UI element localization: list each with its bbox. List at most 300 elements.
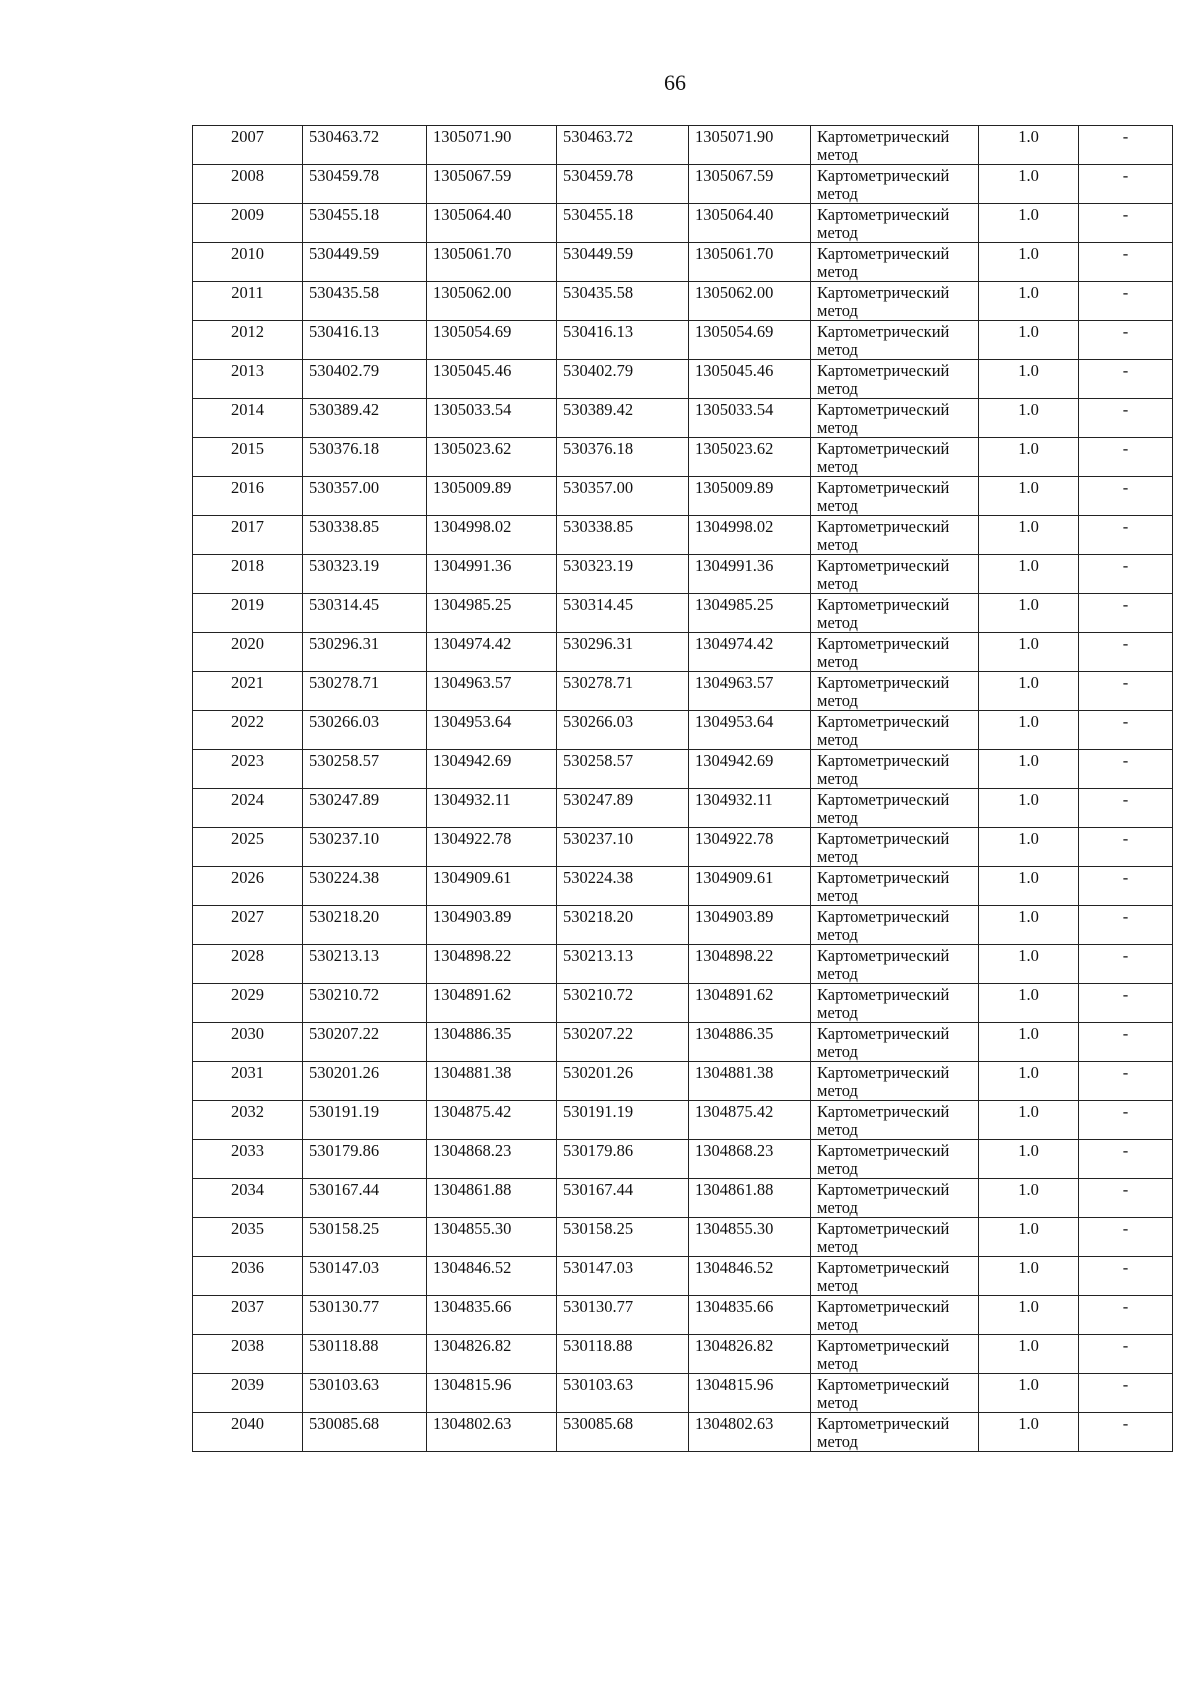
point-number-cell: 2028 xyxy=(193,945,303,984)
refined-x-cell: 530296.31 xyxy=(557,633,689,672)
table-row xyxy=(193,555,1173,594)
existing-x-cell: 530314.45 xyxy=(303,594,427,633)
point-number-cell: 2021 xyxy=(193,672,303,711)
existing-x-cell: 530389.42 xyxy=(303,399,427,438)
existing-y-cell: 1304855.30 xyxy=(427,1218,557,1257)
point-number-cell: 2014 xyxy=(193,399,303,438)
table-row xyxy=(193,1296,1173,1335)
existing-x-cell: 530179.86 xyxy=(303,1140,427,1179)
accuracy-cell: 1.0 xyxy=(979,984,1079,1023)
table-row xyxy=(193,282,1173,321)
description-cell: - xyxy=(1079,711,1173,750)
accuracy-cell: 1.0 xyxy=(979,945,1079,984)
existing-x-cell: 530258.57 xyxy=(303,750,427,789)
existing-y-cell: 1305023.62 xyxy=(427,438,557,477)
table-row xyxy=(193,1140,1173,1179)
method-cell: Картометрический метод xyxy=(811,1218,979,1257)
existing-x-cell: 530191.19 xyxy=(303,1101,427,1140)
table-row xyxy=(193,1374,1173,1413)
accuracy-cell: 1.0 xyxy=(979,711,1079,750)
table-row xyxy=(193,1257,1173,1296)
refined-x-cell: 530449.59 xyxy=(557,243,689,282)
method-cell: Картометрический метод xyxy=(811,1062,979,1101)
existing-y-cell: 1304881.38 xyxy=(427,1062,557,1101)
method-cell: Картометрический метод xyxy=(811,1296,979,1335)
description-cell: - xyxy=(1079,438,1173,477)
refined-y-cell: 1304903.89 xyxy=(689,906,811,945)
refined-x-cell: 530201.26 xyxy=(557,1062,689,1101)
refined-y-cell: 1304868.23 xyxy=(689,1140,811,1179)
existing-y-cell: 1304942.69 xyxy=(427,750,557,789)
existing-x-cell: 530167.44 xyxy=(303,1179,427,1218)
method-cell: Картометрический метод xyxy=(811,1413,979,1452)
refined-y-cell: 1305071.90 xyxy=(689,126,811,165)
description-cell: - xyxy=(1079,243,1173,282)
refined-y-cell: 1304855.30 xyxy=(689,1218,811,1257)
accuracy-cell: 1.0 xyxy=(979,1179,1079,1218)
accuracy-cell: 1.0 xyxy=(979,1374,1079,1413)
refined-y-cell: 1304891.62 xyxy=(689,984,811,1023)
existing-x-cell: 530218.20 xyxy=(303,906,427,945)
description-cell: - xyxy=(1079,360,1173,399)
existing-y-cell: 1304953.64 xyxy=(427,711,557,750)
method-cell: Картометрический метод xyxy=(811,1101,979,1140)
refined-y-cell: 1304835.66 xyxy=(689,1296,811,1335)
refined-y-cell: 1304942.69 xyxy=(689,750,811,789)
accuracy-cell: 1.0 xyxy=(979,672,1079,711)
refined-y-cell: 1304922.78 xyxy=(689,828,811,867)
method-cell: Картометрический метод xyxy=(811,1257,979,1296)
method-cell: Картометрический метод xyxy=(811,594,979,633)
existing-y-cell: 1305033.54 xyxy=(427,399,557,438)
existing-y-cell: 1304891.62 xyxy=(427,984,557,1023)
accuracy-cell: 1.0 xyxy=(979,204,1079,243)
method-cell: Картометрический метод xyxy=(811,360,979,399)
refined-x-cell: 530103.63 xyxy=(557,1374,689,1413)
method-cell: Картометрический метод xyxy=(811,438,979,477)
point-number-cell: 2034 xyxy=(193,1179,303,1218)
accuracy-cell: 1.0 xyxy=(979,633,1079,672)
table-row xyxy=(193,633,1173,672)
existing-x-cell: 530459.78 xyxy=(303,165,427,204)
existing-y-cell: 1305009.89 xyxy=(427,477,557,516)
refined-y-cell: 1304861.88 xyxy=(689,1179,811,1218)
accuracy-cell: 1.0 xyxy=(979,1218,1079,1257)
existing-x-cell: 530103.63 xyxy=(303,1374,427,1413)
accuracy-cell: 1.0 xyxy=(979,243,1079,282)
refined-x-cell: 530463.72 xyxy=(557,126,689,165)
existing-x-cell: 530210.72 xyxy=(303,984,427,1023)
point-number-cell: 2023 xyxy=(193,750,303,789)
existing-y-cell: 1304903.89 xyxy=(427,906,557,945)
table-row xyxy=(193,867,1173,906)
method-cell: Картометрический метод xyxy=(811,711,979,750)
existing-y-cell: 1305067.59 xyxy=(427,165,557,204)
refined-x-cell: 530218.20 xyxy=(557,906,689,945)
table-row xyxy=(193,1023,1173,1062)
description-cell: - xyxy=(1079,1101,1173,1140)
accuracy-cell: 1.0 xyxy=(979,867,1079,906)
refined-y-cell: 1305033.54 xyxy=(689,399,811,438)
description-cell: - xyxy=(1079,1062,1173,1101)
description-cell: - xyxy=(1079,1023,1173,1062)
refined-y-cell: 1305045.46 xyxy=(689,360,811,399)
accuracy-cell: 1.0 xyxy=(979,321,1079,360)
existing-y-cell: 1304815.96 xyxy=(427,1374,557,1413)
refined-y-cell: 1304815.96 xyxy=(689,1374,811,1413)
accuracy-cell: 1.0 xyxy=(979,1335,1079,1374)
point-number-cell: 2031 xyxy=(193,1062,303,1101)
existing-x-cell: 530449.59 xyxy=(303,243,427,282)
method-cell: Картометрический метод xyxy=(811,165,979,204)
refined-x-cell: 530191.19 xyxy=(557,1101,689,1140)
table-row xyxy=(193,165,1173,204)
existing-y-cell: 1304886.35 xyxy=(427,1023,557,1062)
description-cell: - xyxy=(1079,633,1173,672)
description-cell: - xyxy=(1079,945,1173,984)
existing-x-cell: 530376.18 xyxy=(303,438,427,477)
description-cell: - xyxy=(1079,906,1173,945)
table-row xyxy=(193,1101,1173,1140)
coordinates-table xyxy=(192,125,1173,1452)
description-cell: - xyxy=(1079,477,1173,516)
refined-y-cell: 1304932.11 xyxy=(689,789,811,828)
point-number-cell: 2009 xyxy=(193,204,303,243)
existing-y-cell: 1304998.02 xyxy=(427,516,557,555)
method-cell: Картометрический метод xyxy=(811,1335,979,1374)
method-cell: Картометрический метод xyxy=(811,321,979,360)
existing-x-cell: 530213.13 xyxy=(303,945,427,984)
refined-x-cell: 530314.45 xyxy=(557,594,689,633)
accuracy-cell: 1.0 xyxy=(979,126,1079,165)
table-row xyxy=(193,477,1173,516)
existing-x-cell: 530338.85 xyxy=(303,516,427,555)
refined-y-cell: 1305061.70 xyxy=(689,243,811,282)
existing-x-cell: 530402.79 xyxy=(303,360,427,399)
coordinates-table-body xyxy=(193,126,1173,1452)
accuracy-cell: 1.0 xyxy=(979,477,1079,516)
table-row xyxy=(193,750,1173,789)
existing-x-cell: 530085.68 xyxy=(303,1413,427,1452)
existing-y-cell: 1304875.42 xyxy=(427,1101,557,1140)
description-cell: - xyxy=(1079,516,1173,555)
existing-y-cell: 1304802.63 xyxy=(427,1413,557,1452)
method-cell: Картометрический метод xyxy=(811,1179,979,1218)
accuracy-cell: 1.0 xyxy=(979,828,1079,867)
refined-x-cell: 530167.44 xyxy=(557,1179,689,1218)
refined-x-cell: 530247.89 xyxy=(557,789,689,828)
accuracy-cell: 1.0 xyxy=(979,1101,1079,1140)
existing-x-cell: 530278.71 xyxy=(303,672,427,711)
refined-x-cell: 530258.57 xyxy=(557,750,689,789)
existing-y-cell: 1305064.40 xyxy=(427,204,557,243)
refined-y-cell: 1305023.62 xyxy=(689,438,811,477)
description-cell: - xyxy=(1079,126,1173,165)
accuracy-cell: 1.0 xyxy=(979,438,1079,477)
existing-y-cell: 1304826.82 xyxy=(427,1335,557,1374)
refined-y-cell: 1304998.02 xyxy=(689,516,811,555)
point-number-cell: 2029 xyxy=(193,984,303,1023)
existing-y-cell: 1304974.42 xyxy=(427,633,557,672)
accuracy-cell: 1.0 xyxy=(979,165,1079,204)
description-cell: - xyxy=(1079,165,1173,204)
accuracy-cell: 1.0 xyxy=(979,1257,1079,1296)
table-row xyxy=(193,438,1173,477)
refined-y-cell: 1304991.36 xyxy=(689,555,811,594)
refined-x-cell: 530435.58 xyxy=(557,282,689,321)
point-number-cell: 2030 xyxy=(193,1023,303,1062)
existing-x-cell: 530247.89 xyxy=(303,789,427,828)
method-cell: Картометрический метод xyxy=(811,906,979,945)
point-number-cell: 2024 xyxy=(193,789,303,828)
existing-x-cell: 530266.03 xyxy=(303,711,427,750)
point-number-cell: 2010 xyxy=(193,243,303,282)
method-cell: Картометрический метод xyxy=(811,750,979,789)
method-cell: Картометрический метод xyxy=(811,477,979,516)
description-cell: - xyxy=(1079,1257,1173,1296)
point-number-cell: 2012 xyxy=(193,321,303,360)
description-cell: - xyxy=(1079,1140,1173,1179)
refined-x-cell: 530338.85 xyxy=(557,516,689,555)
refined-x-cell: 530147.03 xyxy=(557,1257,689,1296)
method-cell: Картометрический метод xyxy=(811,945,979,984)
table-row xyxy=(193,243,1173,282)
accuracy-cell: 1.0 xyxy=(979,750,1079,789)
table-row xyxy=(193,828,1173,867)
accuracy-cell: 1.0 xyxy=(979,399,1079,438)
table-row xyxy=(193,1179,1173,1218)
point-number-cell: 2032 xyxy=(193,1101,303,1140)
table-row xyxy=(193,945,1173,984)
refined-y-cell: 1305062.00 xyxy=(689,282,811,321)
description-cell: - xyxy=(1079,321,1173,360)
existing-x-cell: 530118.88 xyxy=(303,1335,427,1374)
point-number-cell: 2007 xyxy=(193,126,303,165)
refined-y-cell: 1305067.59 xyxy=(689,165,811,204)
refined-y-cell: 1304953.64 xyxy=(689,711,811,750)
refined-y-cell: 1304985.25 xyxy=(689,594,811,633)
refined-x-cell: 530210.72 xyxy=(557,984,689,1023)
refined-y-cell: 1305064.40 xyxy=(689,204,811,243)
table-row xyxy=(193,672,1173,711)
refined-y-cell: 1304802.63 xyxy=(689,1413,811,1452)
method-cell: Картометрический метод xyxy=(811,789,979,828)
existing-x-cell: 530296.31 xyxy=(303,633,427,672)
method-cell: Картометрический метод xyxy=(811,1374,979,1413)
method-cell: Картометрический метод xyxy=(811,243,979,282)
point-number-cell: 2035 xyxy=(193,1218,303,1257)
existing-x-cell: 530224.38 xyxy=(303,867,427,906)
table-row xyxy=(193,360,1173,399)
method-cell: Картометрический метод xyxy=(811,399,979,438)
point-number-cell: 2019 xyxy=(193,594,303,633)
existing-x-cell: 530323.19 xyxy=(303,555,427,594)
description-cell: - xyxy=(1079,1413,1173,1452)
table-row xyxy=(193,321,1173,360)
table-row xyxy=(193,906,1173,945)
description-cell: - xyxy=(1079,555,1173,594)
refined-y-cell: 1304963.57 xyxy=(689,672,811,711)
refined-y-cell: 1304886.35 xyxy=(689,1023,811,1062)
point-number-cell: 2016 xyxy=(193,477,303,516)
point-number-cell: 2011 xyxy=(193,282,303,321)
point-number-cell: 2013 xyxy=(193,360,303,399)
existing-y-cell: 1305062.00 xyxy=(427,282,557,321)
description-cell: - xyxy=(1079,399,1173,438)
refined-x-cell: 530323.19 xyxy=(557,555,689,594)
table-row xyxy=(193,204,1173,243)
refined-x-cell: 530207.22 xyxy=(557,1023,689,1062)
point-number-cell: 2027 xyxy=(193,906,303,945)
point-number-cell: 2025 xyxy=(193,828,303,867)
description-cell: - xyxy=(1079,867,1173,906)
method-cell: Картометрический метод xyxy=(811,1023,979,1062)
method-cell: Картометрический метод xyxy=(811,633,979,672)
table-row xyxy=(193,711,1173,750)
existing-y-cell: 1304861.88 xyxy=(427,1179,557,1218)
refined-y-cell: 1305054.69 xyxy=(689,321,811,360)
existing-y-cell: 1304898.22 xyxy=(427,945,557,984)
method-cell: Картометрический метод xyxy=(811,867,979,906)
refined-x-cell: 530213.13 xyxy=(557,945,689,984)
refined-y-cell: 1304875.42 xyxy=(689,1101,811,1140)
existing-y-cell: 1305061.70 xyxy=(427,243,557,282)
point-number-cell: 2022 xyxy=(193,711,303,750)
description-cell: - xyxy=(1079,1296,1173,1335)
table-row xyxy=(193,984,1173,1023)
existing-x-cell: 530158.25 xyxy=(303,1218,427,1257)
existing-y-cell: 1304835.66 xyxy=(427,1296,557,1335)
method-cell: Картометрический метод xyxy=(811,282,979,321)
refined-x-cell: 530402.79 xyxy=(557,360,689,399)
method-cell: Картометрический метод xyxy=(811,516,979,555)
existing-y-cell: 1304963.57 xyxy=(427,672,557,711)
existing-y-cell: 1305045.46 xyxy=(427,360,557,399)
accuracy-cell: 1.0 xyxy=(979,594,1079,633)
point-number-cell: 2020 xyxy=(193,633,303,672)
table-row xyxy=(193,516,1173,555)
refined-x-cell: 530237.10 xyxy=(557,828,689,867)
refined-x-cell: 530158.25 xyxy=(557,1218,689,1257)
point-number-cell: 2037 xyxy=(193,1296,303,1335)
refined-x-cell: 530179.86 xyxy=(557,1140,689,1179)
description-cell: - xyxy=(1079,1374,1173,1413)
existing-x-cell: 530147.03 xyxy=(303,1257,427,1296)
existing-y-cell: 1304932.11 xyxy=(427,789,557,828)
existing-y-cell: 1304991.36 xyxy=(427,555,557,594)
accuracy-cell: 1.0 xyxy=(979,906,1079,945)
description-cell: - xyxy=(1079,789,1173,828)
description-cell: - xyxy=(1079,1179,1173,1218)
method-cell: Картометрический метод xyxy=(811,984,979,1023)
refined-y-cell: 1304974.42 xyxy=(689,633,811,672)
refined-y-cell: 1304846.52 xyxy=(689,1257,811,1296)
point-number-cell: 2033 xyxy=(193,1140,303,1179)
table-row xyxy=(193,789,1173,828)
accuracy-cell: 1.0 xyxy=(979,360,1079,399)
point-number-cell: 2026 xyxy=(193,867,303,906)
description-cell: - xyxy=(1079,1335,1173,1374)
refined-y-cell: 1305009.89 xyxy=(689,477,811,516)
point-number-cell: 2039 xyxy=(193,1374,303,1413)
table-row xyxy=(193,594,1173,633)
point-number-cell: 2008 xyxy=(193,165,303,204)
description-cell: - xyxy=(1079,204,1173,243)
existing-x-cell: 530237.10 xyxy=(303,828,427,867)
method-cell: Картометрический метод xyxy=(811,126,979,165)
method-cell: Картометрический метод xyxy=(811,672,979,711)
refined-y-cell: 1304881.38 xyxy=(689,1062,811,1101)
refined-x-cell: 530085.68 xyxy=(557,1413,689,1452)
description-cell: - xyxy=(1079,828,1173,867)
description-cell: - xyxy=(1079,282,1173,321)
table-row xyxy=(193,126,1173,165)
description-cell: - xyxy=(1079,1218,1173,1257)
refined-y-cell: 1304909.61 xyxy=(689,867,811,906)
refined-x-cell: 530357.00 xyxy=(557,477,689,516)
accuracy-cell: 1.0 xyxy=(979,555,1079,594)
existing-y-cell: 1305071.90 xyxy=(427,126,557,165)
method-cell: Картометрический метод xyxy=(811,555,979,594)
method-cell: Картометрический метод xyxy=(811,828,979,867)
table-row xyxy=(193,1218,1173,1257)
existing-x-cell: 530201.26 xyxy=(303,1062,427,1101)
refined-x-cell: 530455.18 xyxy=(557,204,689,243)
existing-y-cell: 1304868.23 xyxy=(427,1140,557,1179)
point-number-cell: 2015 xyxy=(193,438,303,477)
point-number-cell: 2038 xyxy=(193,1335,303,1374)
existing-x-cell: 530416.13 xyxy=(303,321,427,360)
accuracy-cell: 1.0 xyxy=(979,1023,1079,1062)
accuracy-cell: 1.0 xyxy=(979,282,1079,321)
point-number-cell: 2018 xyxy=(193,555,303,594)
accuracy-cell: 1.0 xyxy=(979,1062,1079,1101)
method-cell: Картометрический метод xyxy=(811,204,979,243)
existing-y-cell: 1304846.52 xyxy=(427,1257,557,1296)
refined-x-cell: 530459.78 xyxy=(557,165,689,204)
table-row xyxy=(193,1335,1173,1374)
point-number-cell: 2017 xyxy=(193,516,303,555)
table-row xyxy=(193,1062,1173,1101)
description-cell: - xyxy=(1079,594,1173,633)
existing-y-cell: 1305054.69 xyxy=(427,321,557,360)
description-cell: - xyxy=(1079,750,1173,789)
existing-x-cell: 530455.18 xyxy=(303,204,427,243)
refined-x-cell: 530130.77 xyxy=(557,1296,689,1335)
existing-x-cell: 530463.72 xyxy=(303,126,427,165)
description-cell: - xyxy=(1079,672,1173,711)
refined-x-cell: 530416.13 xyxy=(557,321,689,360)
refined-x-cell: 530376.18 xyxy=(557,438,689,477)
existing-x-cell: 530207.22 xyxy=(303,1023,427,1062)
refined-x-cell: 530266.03 xyxy=(557,711,689,750)
accuracy-cell: 1.0 xyxy=(979,789,1079,828)
table-row xyxy=(193,399,1173,438)
refined-y-cell: 1304898.22 xyxy=(689,945,811,984)
accuracy-cell: 1.0 xyxy=(979,1413,1079,1452)
existing-x-cell: 530357.00 xyxy=(303,477,427,516)
refined-x-cell: 530118.88 xyxy=(557,1335,689,1374)
table-row xyxy=(193,1413,1173,1452)
existing-y-cell: 1304922.78 xyxy=(427,828,557,867)
existing-x-cell: 530435.58 xyxy=(303,282,427,321)
existing-x-cell: 530130.77 xyxy=(303,1296,427,1335)
accuracy-cell: 1.0 xyxy=(979,1140,1079,1179)
page-number: 66 xyxy=(664,70,686,95)
point-number-cell: 2036 xyxy=(193,1257,303,1296)
method-cell: Картометрический метод xyxy=(811,1140,979,1179)
description-cell: - xyxy=(1079,984,1173,1023)
